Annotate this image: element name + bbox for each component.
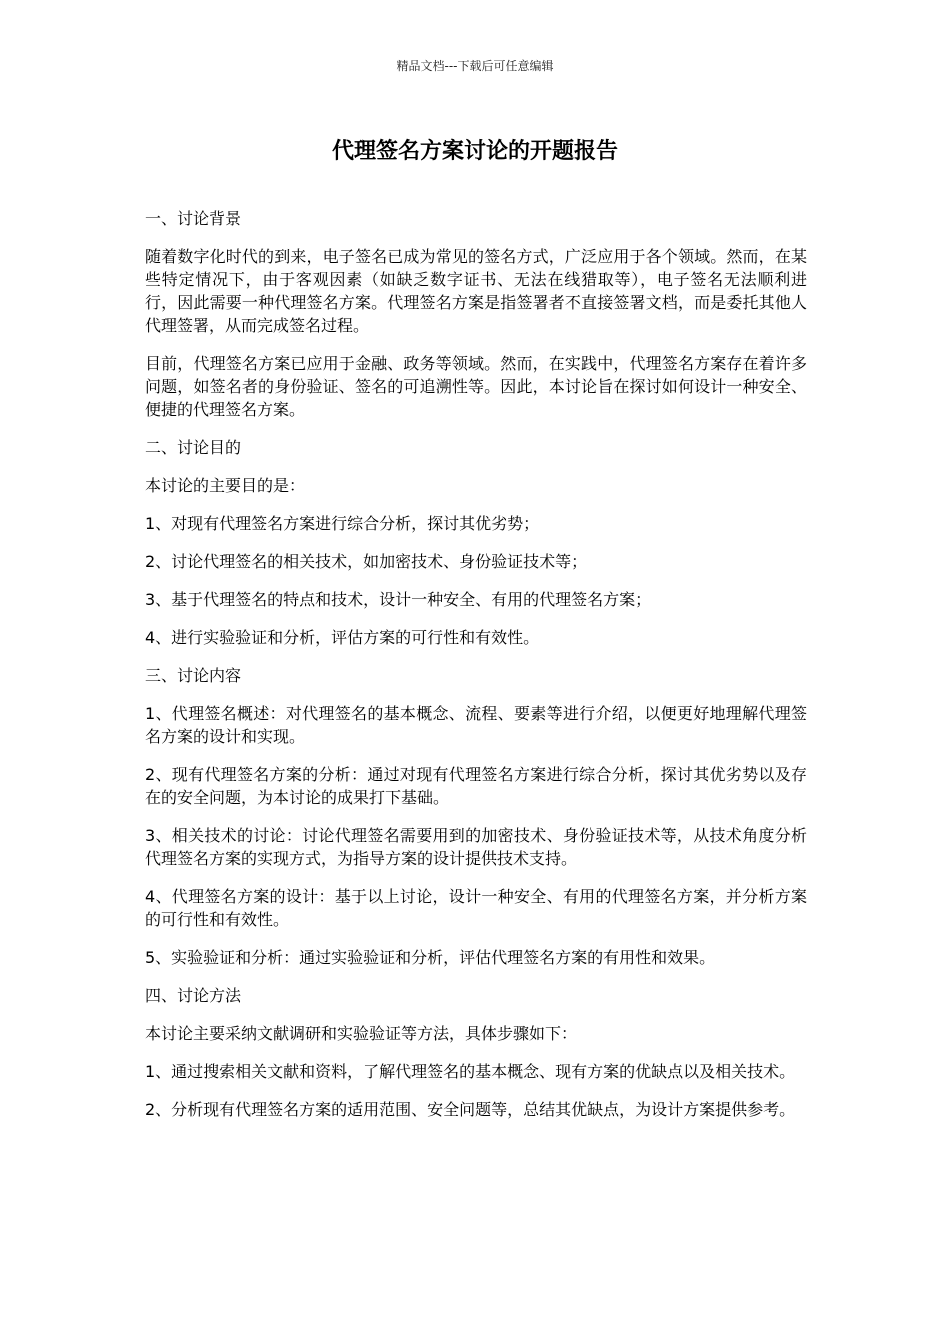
list-item-content-1: 1、代理签名概述：对代理签名的基本概念、流程、要素等进行介绍，以便更好地理解代理签名方案的设计和实现。: [145, 704, 807, 746]
list-item-purpose-3: 3、基于代理签名的特点和技术，设计一种安全、有用的代理签名方案；: [145, 590, 652, 609]
section-heading-background: 一、讨论背景: [145, 209, 242, 228]
section-heading-content: 三、讨论内容: [145, 666, 242, 685]
paragraph-background-1: 随着数字化时代的到来，电子签名已成为常见的签名方式，广泛应用于各个领域。然而，在某些特定情况下，由于客观因素（如缺乏数字证书、无法在线猎取等），电子签名无法顺利进行，因此需要一种代理签名方案。代理签名方案是指签署者不直接签署文档，而是委托其他人代理签署，从而完成签名过程。: [145, 247, 807, 335]
list-item-purpose-1: 1、对现有代理签名方案进行综合分析，探讨其优劣势；: [145, 514, 540, 533]
list-item-purpose-2: 2、讨论代理签名的相关技术，如加密技术、身份验证技术等；: [145, 552, 588, 571]
list-item-content-5: 5、实验验证和分析：通过实验验证和分析，评估代理签名方案的有用性和效果。: [145, 948, 716, 967]
list-item-purpose-4: 4、进行实验验证和分析，评估方案的可行性和有效性。: [145, 628, 540, 647]
list-item-content-2: 2、现有代理签名方案的分析：通过对现有代理签名方案进行综合分析，探讨其优劣势以及存在的安全问题，为本讨论的成果打下基础。: [145, 765, 807, 807]
document-title: 代理签名方案讨论的开题报告: [331, 139, 618, 164]
paragraph-background-2: 目前，代理签名方案已应用于金融、政务等领域。然而，在实践中，代理签名方案存在着许多问题，如签名者的身份验证、签名的可追溯性等。因此，本讨论旨在探讨如何设计一种安全、便捷的代理签名方案。: [145, 354, 807, 419]
paragraph-purpose-intro: 本讨论的主要目的是：: [145, 476, 306, 495]
list-item-method-1: 1、通过搜索相关文献和资料，了解代理签名的基本概念、现有方案的优缺点以及相关技术。: [145, 1062, 796, 1081]
document-body: [145, 207, 807, 1136]
list-item-content-3: 3、相关技术的讨论：讨论代理签名需要用到的加密技术、身份验证技术等，从技术角度分析代理签名方案的实现方式，为指导方案的设计提供技术支持。: [145, 826, 807, 868]
section-heading-purpose: 二、讨论目的: [145, 438, 242, 457]
page-header: 精品文档---下载后可任意编辑: [396, 59, 554, 73]
list-item-method-2: 2、分析现有代理签名方案的适用范围、安全问题等，总结其优缺点，为设计方案提供参考。: [145, 1100, 796, 1119]
section-heading-method: 四、讨论方法: [145, 986, 242, 1005]
list-item-content-4: 4、代理签名方案的设计：基于以上讨论，设计一种安全、有用的代理签名方案，并分析方案的可行性和有效性。: [145, 887, 807, 929]
paragraph-method-intro: 本讨论主要采纳文献调研和实验验证等方法，具体步骤如下：: [145, 1024, 578, 1043]
